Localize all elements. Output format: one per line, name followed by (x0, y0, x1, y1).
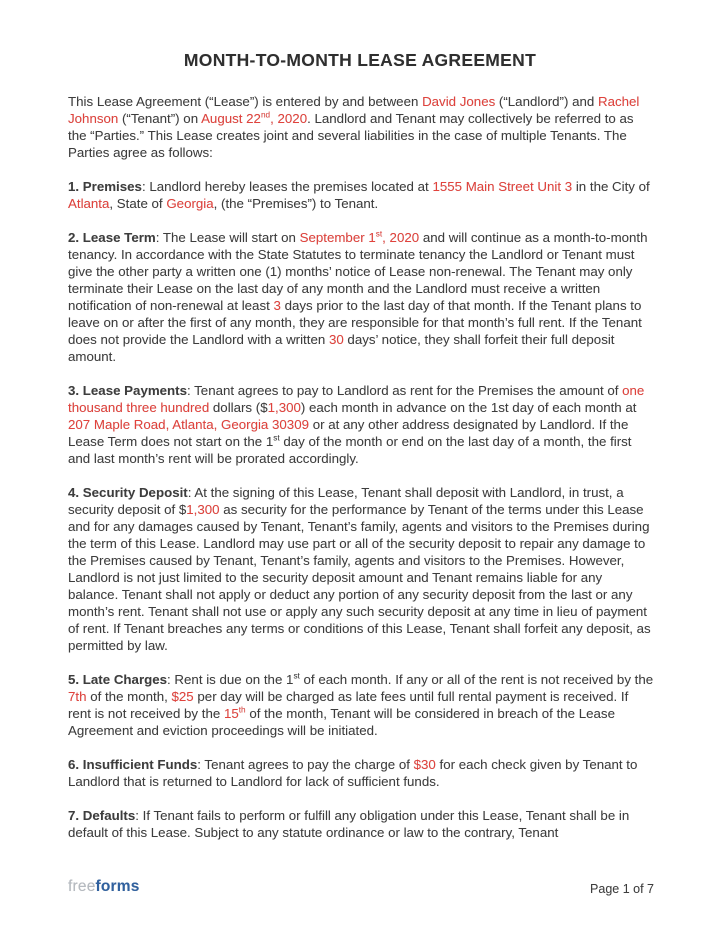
page-footer (68, 878, 654, 896)
freeforms-logo (68, 878, 140, 896)
page-number: Page 1 of 7 (590, 882, 654, 896)
section-5-late-charges: 5. Late Charges: Rent is due on the 1st of each month. If any or all of the rent is not received by the 7th of the month, $25 per day will be charged as late fees until full rental payment is received. If rent is not received by the 15th of the month, Tenant will be considered in breach of the Lease Agreement and eviction proceedings will be initiated. (68, 671, 654, 738)
section-3-lease-payments: 3. Lease Payments: Tenant agrees to pay to Landlord as rent for the Premises the amount of one thousand three hundred dollars ($1,300) each month in advance on the 1st day of each month at 207 Maple Road, Atlanta, Georgia 30309 or at any other address designated by Landlord. If the Lease Term does not start on the 1st day of the month or end on the last day of a month, the first and last month’s rent will be prorated accordingly. (68, 383, 645, 466)
section-7-defaults: 7. Defaults: If Tenant fails to perform or fulfill any obligation under this Lease, Tenant shall be in default of this Lease. Subject to any statute ordinance or law to the contrary, Tenant (68, 808, 630, 840)
document-body (68, 93, 654, 841)
section-1-premises: 1. Premises: Landlord hereby leases the premises located at 1555 Main Street Unit 3 in the City of Atlanta, State of Georgia, (the “Premises”) to Tenant. (68, 179, 650, 211)
logo-text-forms: forms (95, 878, 140, 895)
section-2-lease-term: 2. Lease Term: The Lease will start on September 1st, 2020 and will continue as a month-to-month tenancy. In accordance with the State Statutes to terminate tenancy the Landlord or Tenant must give the other party a written one (1) months’ notice of Lease non-renewal. The Tenant may only terminate their Lease on the last day of any month and the Landlord must receive a written notification of non-renewal at least 3 days prior to the last day of that month. If the Tenant plans to leave on or after the first of any month, they are responsible for that month’s full rent. If the Tenant does not provide the Landlord with a written 30 days’ notice, they shall forfeit their full deposit amount. (68, 229, 648, 364)
section-4-security-deposit: 4. Security Deposit: At the signing of this Lease, Tenant shall deposit with Landlord, in trust, a security deposit of $1,300 as security for the performance by Tenant of the terms under this Lease and for any damages caused by Tenant, Tenant’s family, agents and visitors to the Premises during the term of this Lease. Landlord may use part or all of the security deposit to repair any damage to the Premises caused by Tenant, Tenant’s family, agents and visitors to the Premises. However, Landlord is not just limited to the security deposit amount and Tenant remains liable for any balance. Tenant shall not apply or deduct any portion of any security deposit from the last or any month’s rent. Tenant shall not use or apply any such security deposit at any time in lieu of payment of rent. If Tenant breaches any terms or conditions of this Lease, Tenant shall forfeit any deposit, as permitted by law. (68, 485, 651, 653)
section-6-insufficient-funds: 6. Insufficient Funds: Tenant agrees to pay the charge of $30 for each check given by Tenant to Landlord that is returned to Landlord for lack of sufficient funds. (68, 757, 638, 789)
logo-text-free: free (68, 878, 96, 895)
document-title: MONTH-TO-MONTH LEASE AGREEMENT (183, 50, 537, 70)
paragraph-intro: This Lease Agreement (“Lease”) is entered by and between David Jones (“Landlord”) and Rachel Johnson (“Tenant”) on August 22nd, 2020. Landlord and Tenant may collectively be referred to as the “Parties.” This Lease creates joint and several liabilities in the case of multiple Tenants. The Parties agree as follows: (68, 94, 640, 160)
